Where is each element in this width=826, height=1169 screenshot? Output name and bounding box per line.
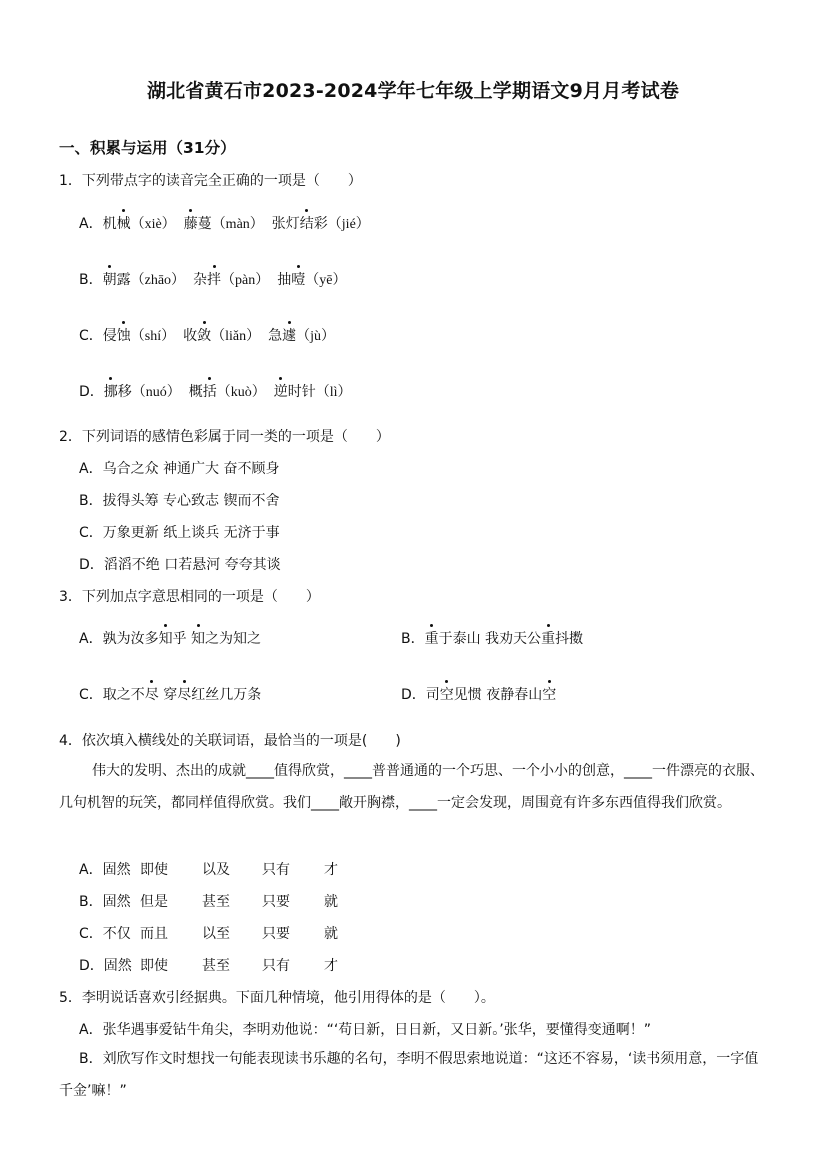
- emphasis-dot-char: 藤: [184, 213, 198, 233]
- q4-option-c[interactable]: C．不仅 而且 以至 只要 就: [79, 926, 338, 942]
- q1-option-d[interactable]: D．挪移（nuó） 概括（kuò） 逆时针（lì）: [79, 381, 352, 401]
- q2-option-a[interactable]: A．乌合之众 神通广大 奋不顾身: [79, 461, 280, 477]
- q5-option-b[interactable]: B．刘欣写作文时想找一句能表现读书乐趣的名句，李明不假思索地说道：“这还不容易，‘读书须用意，一字值千金’嘛！”: [59, 1051, 759, 1099]
- emphasis-dot-char: 遽: [282, 325, 296, 345]
- emphasis-dot-char: 逆: [274, 381, 288, 401]
- question-4-passage: 伟大的发明、杰出的成就____值得欣赏，____普普通通的一个巧思、一个小小的创意，____一件漂亮的衣服、几句机智的玩笑，都同样值得欣赏。我们____敞开胸襟，____一定会发现，周围竟有许多东西值得我们欣赏。: [59, 763, 764, 811]
- emphasis-dot-char: 括: [203, 381, 217, 401]
- page-title: 湖北省黄石市2023-2024学年七年级上学期语文9月月考试卷: [146, 80, 680, 102]
- emphasis-dot-char: 重: [425, 628, 439, 648]
- question-2-stem: 2．下列词语的感情色彩属于同一类的一项是（ ）: [59, 429, 390, 445]
- emphasis-dot-char: 知: [159, 628, 173, 648]
- q3-option-d[interactable]: D．司空见惯 夜静春山空: [401, 684, 556, 704]
- question-5-stem: 5．李明说话喜欢引经据典。下面几种情境，他引用得体的是（ ）。: [59, 990, 495, 1006]
- q4-option-a[interactable]: A．固然 即使 以及 只有 才: [79, 862, 338, 878]
- q1-option-a[interactable]: A．机械（xiè） 藤蔓（màn） 张灯结彩（jié）: [79, 213, 370, 233]
- q3-option-a[interactable]: A．孰为汝多知乎 知之为知之: [79, 628, 261, 648]
- emphasis-dot-char: 尽: [177, 684, 191, 704]
- emphasis-dot-char: 尽: [145, 684, 159, 704]
- emphasis-dot-char: 噎: [291, 269, 305, 289]
- q2-option-c[interactable]: C．万象更新 纸上谈兵 无济于事: [79, 525, 280, 541]
- section-heading: 一、积累与运用（31分）: [59, 139, 236, 157]
- emphasis-dot-char: 结: [300, 213, 314, 233]
- emphasis-dot-char: 知: [191, 628, 205, 648]
- emphasis-dot-char: 蚀: [117, 325, 131, 345]
- q2-option-b[interactable]: B．拔得头筹 专心致志 锲而不舍: [79, 493, 280, 509]
- emphasis-dot-char: 重: [541, 628, 555, 648]
- q5-option-a[interactable]: A．张华遇事爱钻牛角尖，李明劝他说：“‘苟日新，日日新，又日新。’张华，要懂得变通啊！”: [79, 1022, 651, 1038]
- question-1-stem: 1．下列带点字的读音完全正确的一项是（ ）: [59, 173, 362, 189]
- emphasis-dot-char: 空: [440, 684, 454, 704]
- q3-option-c[interactable]: C．取之不尽 穿尽红丝几万条: [79, 684, 261, 704]
- q1-option-c[interactable]: C．侵蚀（shí） 收敛（liǎn） 急遽（jù）: [79, 325, 335, 345]
- q3-option-b[interactable]: B．重于泰山 我劝天公重抖擞: [401, 628, 583, 648]
- q2-option-d[interactable]: D．滔滔不绝 口若悬河 夸夸其谈: [79, 557, 281, 573]
- emphasis-dot-char: 空: [542, 684, 556, 704]
- emphasis-dot-char: 拌: [207, 269, 221, 289]
- question-4-stem: 4．依次填入横线处的关联词语，最恰当的一项是( ): [59, 733, 401, 749]
- q4-option-b[interactable]: B．固然 但是 甚至 只要 就: [79, 894, 338, 910]
- q4-option-d[interactable]: D．固然 即使 甚至 只有 才: [79, 958, 338, 974]
- emphasis-dot-char: 械: [117, 213, 131, 233]
- question-3-stem: 3．下列加点字意思相同的一项是（ ）: [59, 589, 320, 605]
- emphasis-dot-char: 敛: [197, 325, 211, 345]
- emphasis-dot-char: 朝: [103, 269, 117, 289]
- q1-option-b[interactable]: B．朝露（zhāo） 杂拌（pàn） 抽噎（yē）: [79, 269, 346, 289]
- emphasis-dot-char: 挪: [104, 381, 118, 401]
